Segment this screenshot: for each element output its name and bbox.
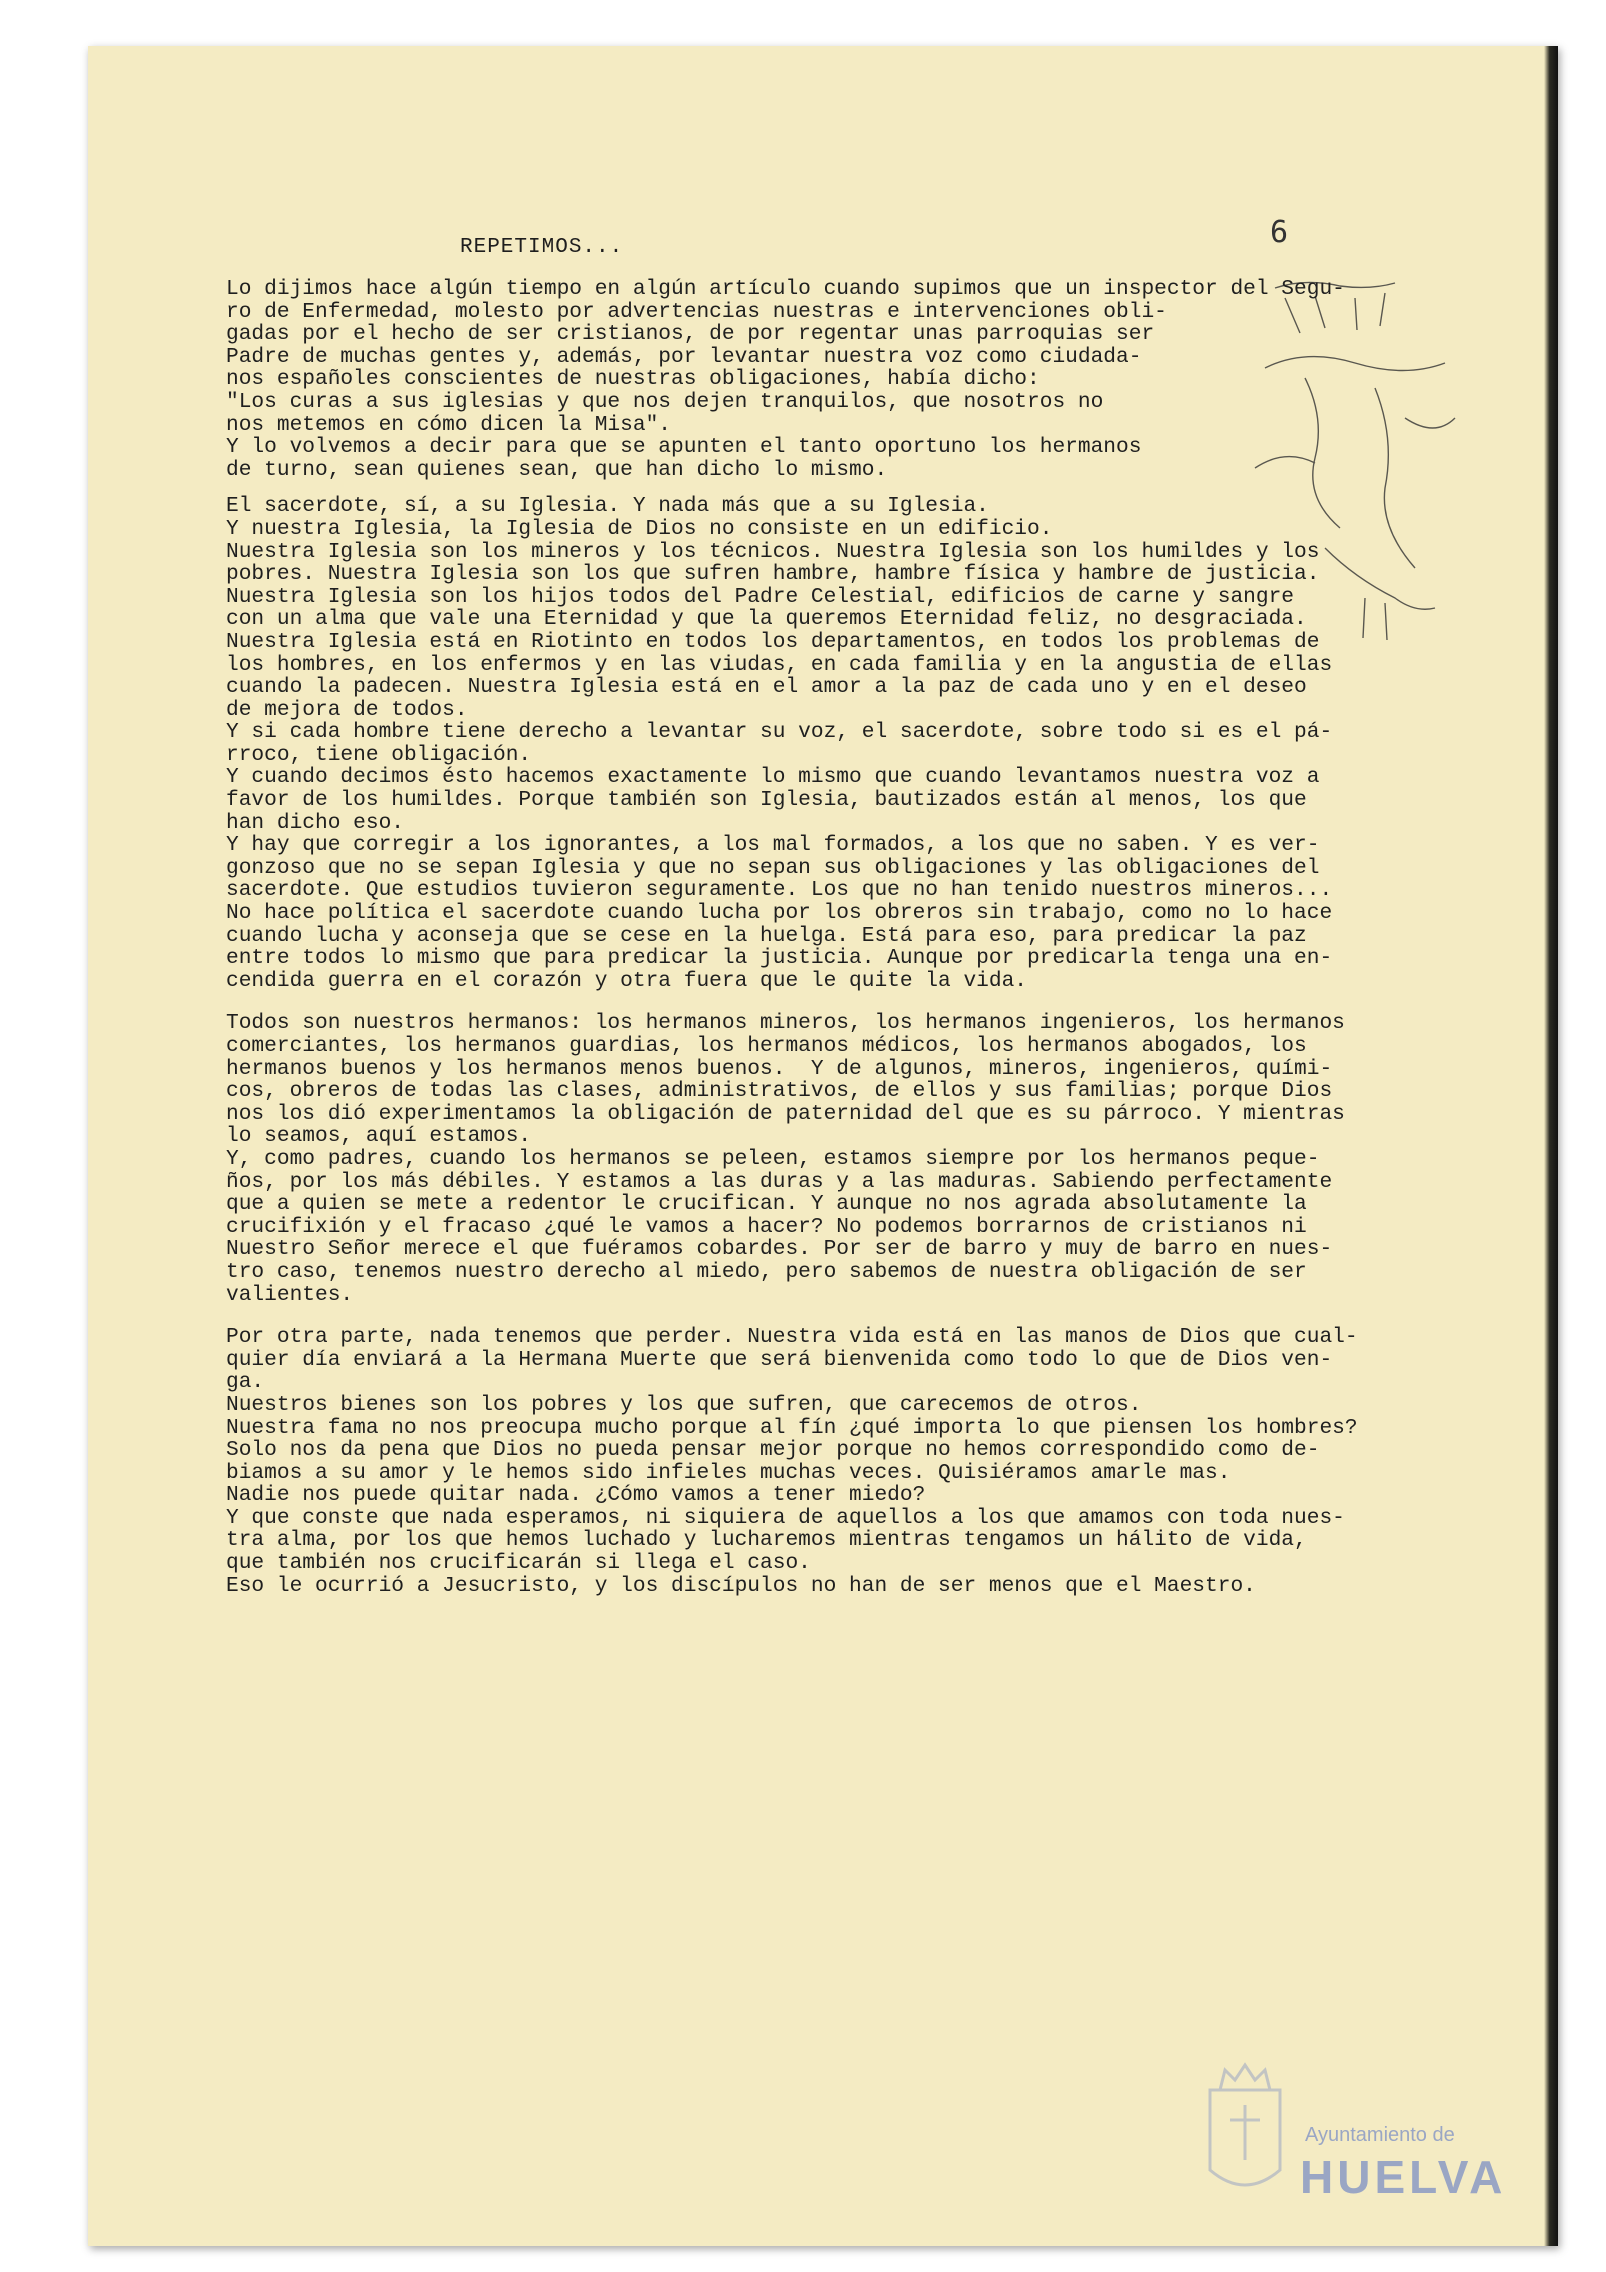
text-line: cos, obreros de todas las clases, administrativos, de ellos y sus familias; porque Dios xyxy=(226,1079,1333,1104)
text-line: cuando la padecen. Nuestra Iglesia está en el amor a la paz de cada uno y en el deseo xyxy=(226,675,1307,700)
text-line: crucifixión y el fracaso ¿qué le vamos a hacer? No podemos borrarnos de cristianos ni xyxy=(226,1214,1307,1239)
text-line: nos metemos en cómo dicen la Misa". xyxy=(226,412,672,437)
text-line: ro de Enfermedad, molesto por advertencias nuestras e intervenciones obli- xyxy=(226,299,1167,324)
text-line: Y nuestra Iglesia, la Iglesia de Dios no consiste en un edificio. xyxy=(226,516,1053,541)
watermark-line2: HUELVA xyxy=(1300,2151,1507,2203)
text-line: Y hay que corregir a los ignorantes, a los mal formados, a los que no saben. Y es ver- xyxy=(226,833,1320,858)
paragraph xyxy=(226,1326,1456,1394)
text-line: con un alma que vale una Eternidad y que la queremos Eternidad feliz, no desgraciada. xyxy=(226,607,1307,632)
text-line: Y cuando decimos ésto hacemos exactamente lo mismo que cuando levantamos nuestra voz a xyxy=(226,765,1320,790)
text-line: Y que conste que nada esperamos, ni siquiera de aquellos a los que amamos con toda nues- xyxy=(226,1505,1345,1530)
text-line: quier día enviará a la Hermana Muerte que será bienvenida como todo lo que de Dios ven- xyxy=(226,1347,1333,1372)
text-line: No hace política el sacerdote cuando lucha por los obreros sin trabajo, como no lo hace xyxy=(226,901,1333,926)
text-line: tra alma, por los que hemos luchado y lucharemos mientras tengamos un hálito de vida, xyxy=(226,1528,1307,1553)
paragraph xyxy=(226,1507,1456,1597)
text-line: Padre de muchas gentes y, además, por levantar nuestra voz como ciudada- xyxy=(226,344,1142,369)
text-line: nos españoles conscientes de nuestras obligaciones, había dicho: xyxy=(226,367,1040,392)
paragraph xyxy=(226,436,1456,481)
paragraph-spacer xyxy=(226,1306,1456,1326)
text-line: de turno, sean quienes sean, que han dicho lo mismo. xyxy=(226,457,888,482)
paragraph xyxy=(226,766,1456,834)
paragraph xyxy=(226,278,1456,436)
text-line: tro caso, tenemos nuestro derecho al miedo, pero sabemos de nuestra obligación de ser xyxy=(226,1259,1307,1284)
text-line: gonzoso que no se sepan Iglesia y que no sepan sus obligaciones y las obligaciones del xyxy=(226,855,1320,880)
text-line: entre todos lo mismo que para predicar la justicia. Aunque por predicarla tenga una en- xyxy=(226,946,1333,971)
text-line: Nuestros bienes son los pobres y los que sufren, que carecemos de otros. xyxy=(226,1392,1142,1417)
text-line: Nuestro Señor merece el que fuéramos cobardes. Por ser de barro y muy de barro en nues- xyxy=(226,1237,1333,1262)
text-line: ga. xyxy=(226,1370,265,1395)
paragraph xyxy=(226,495,1456,721)
text-line: Por otra parte, nada tenemos que perder. Nuestra vida está en las manos de Dios que cual- xyxy=(226,1325,1358,1350)
text-line: que a quien se mete a redentor le crucifican. Y aunque no nos agrada absolutamente la xyxy=(226,1192,1307,1217)
text-line: Y, como padres, cuando los hermanos se peleen, estamos siempre por los hermanos peque- xyxy=(226,1146,1320,1171)
text-line: gadas por el hecho de ser cristianos, de por regentar unas parroquias ser xyxy=(226,322,1155,347)
text-line: cuando lucha y aconseja que se cese en la huelga. Está para eso, para predicar la paz xyxy=(226,923,1307,948)
text-line: El sacerdote, sí, a su Iglesia. Y nada más que a su Iglesia. xyxy=(226,494,989,519)
text-line: Nuestra fama no nos preocupa mucho porque al fín ¿qué importa lo que piensen los hombres? xyxy=(226,1415,1358,1440)
text-line: valientes. xyxy=(226,1282,354,1307)
text-line: comerciantes, los hermanos guardias, los hermanos médicos, los hermanos abogados, los xyxy=(226,1034,1307,1058)
paragraph xyxy=(226,1148,1456,1306)
text-line: han dicho eso. xyxy=(226,810,405,835)
text-line: lo seamos, aquí estamos. xyxy=(226,1124,532,1149)
text-line: Solo nos da pena que Dios no pueda pensar mejor porque no hemos correspondido como de- xyxy=(226,1438,1320,1463)
paragraph xyxy=(226,1394,1456,1507)
text-line: Eso le ocurrió a Jesucristo, y los discípulos no han de ser menos que el Maestro. xyxy=(226,1573,1256,1598)
text-line: Y si cada hombre tiene derecho a levantar su voz, el sacerdote, sobre todo si es el pá- xyxy=(226,720,1333,745)
text-line: biamos a su amor y le hemos sido infieles muchas veces. Quisiéramos amarle mas. xyxy=(226,1460,1231,1485)
text-line: nos los dió experimentamos la obligación de paternidad del que es su párroco. Y mientras xyxy=(226,1101,1345,1126)
text-line: de mejora de todos. xyxy=(226,697,468,722)
paragraph-spacer xyxy=(226,992,1456,1012)
text-line: rroco, tiene obligación. xyxy=(226,742,532,767)
text-line: Lo dijimos hace algún tiempo en algún artículo cuando supimos que un inspector del Segu- xyxy=(226,277,1345,301)
document-body xyxy=(226,278,1456,1597)
text-line: Nuestra Iglesia está en Riotinto en todos los departamentos, en todos los problemas de xyxy=(226,629,1320,654)
text-line: Nadie nos puede quitar nada. ¿Cómo vamos a tener miedo? xyxy=(226,1483,926,1508)
text-line: ños, por los más débiles. Y estamos a las duras y a las maduras. Sabiendo perfectamente xyxy=(226,1169,1333,1194)
watermark-line1: Ayuntamiento de xyxy=(1305,2124,1455,2146)
paragraph xyxy=(226,1012,1456,1148)
text-line: Y lo volvemos a decir para que se apunten el tanto oportuno los hermanos xyxy=(226,435,1142,460)
paragraph xyxy=(226,834,1456,992)
text-line: los hombres, en los enfermos y en las viudas, en cada familia y en la angustia de ellas xyxy=(226,652,1333,677)
text-line: sacerdote. Que estudios tuvieron seguramente. Los que no han tenido nuestros mineros... xyxy=(226,878,1333,903)
text-line: que también nos crucificarán si llega el caso. xyxy=(226,1551,811,1576)
document-title: REPETIMOS... xyxy=(460,236,624,259)
text-line: hermanos buenos y los hermanos menos buenos. Y de algunos, mineros, ingenieros, quími- xyxy=(226,1056,1333,1081)
text-line: pobres. Nuestra Iglesia son los que sufren hambre, hambre física y hambre de justicia. xyxy=(226,562,1320,587)
text-line: Todos son nuestros hermanos: los hermanos mineros, los hermanos ingenieros, los hermanos xyxy=(226,1011,1345,1036)
text-line: cendida guerra en el corazón y otra fuera que le quite la vida. xyxy=(226,968,1028,993)
text-line: favor de los humildes. Porque también son Iglesia, bautizados están al menos, los que xyxy=(226,788,1307,813)
paragraph xyxy=(226,721,1456,766)
text-line: "Los curas a sus iglesias y que nos dejen tranquilos, que nosotros no xyxy=(226,389,1104,414)
text-line: Nuestra Iglesia son los hijos todos del Padre Celestial, edificios de carne y sangre xyxy=(226,584,1295,609)
page-number: 6 xyxy=(1270,215,1289,250)
page-edge-shadow xyxy=(1544,46,1558,2246)
paragraph-spacer xyxy=(226,481,1456,495)
text-line: Nuestra Iglesia son los mineros y los técnicos. Nuestra Iglesia son los humildes y los xyxy=(226,539,1320,564)
